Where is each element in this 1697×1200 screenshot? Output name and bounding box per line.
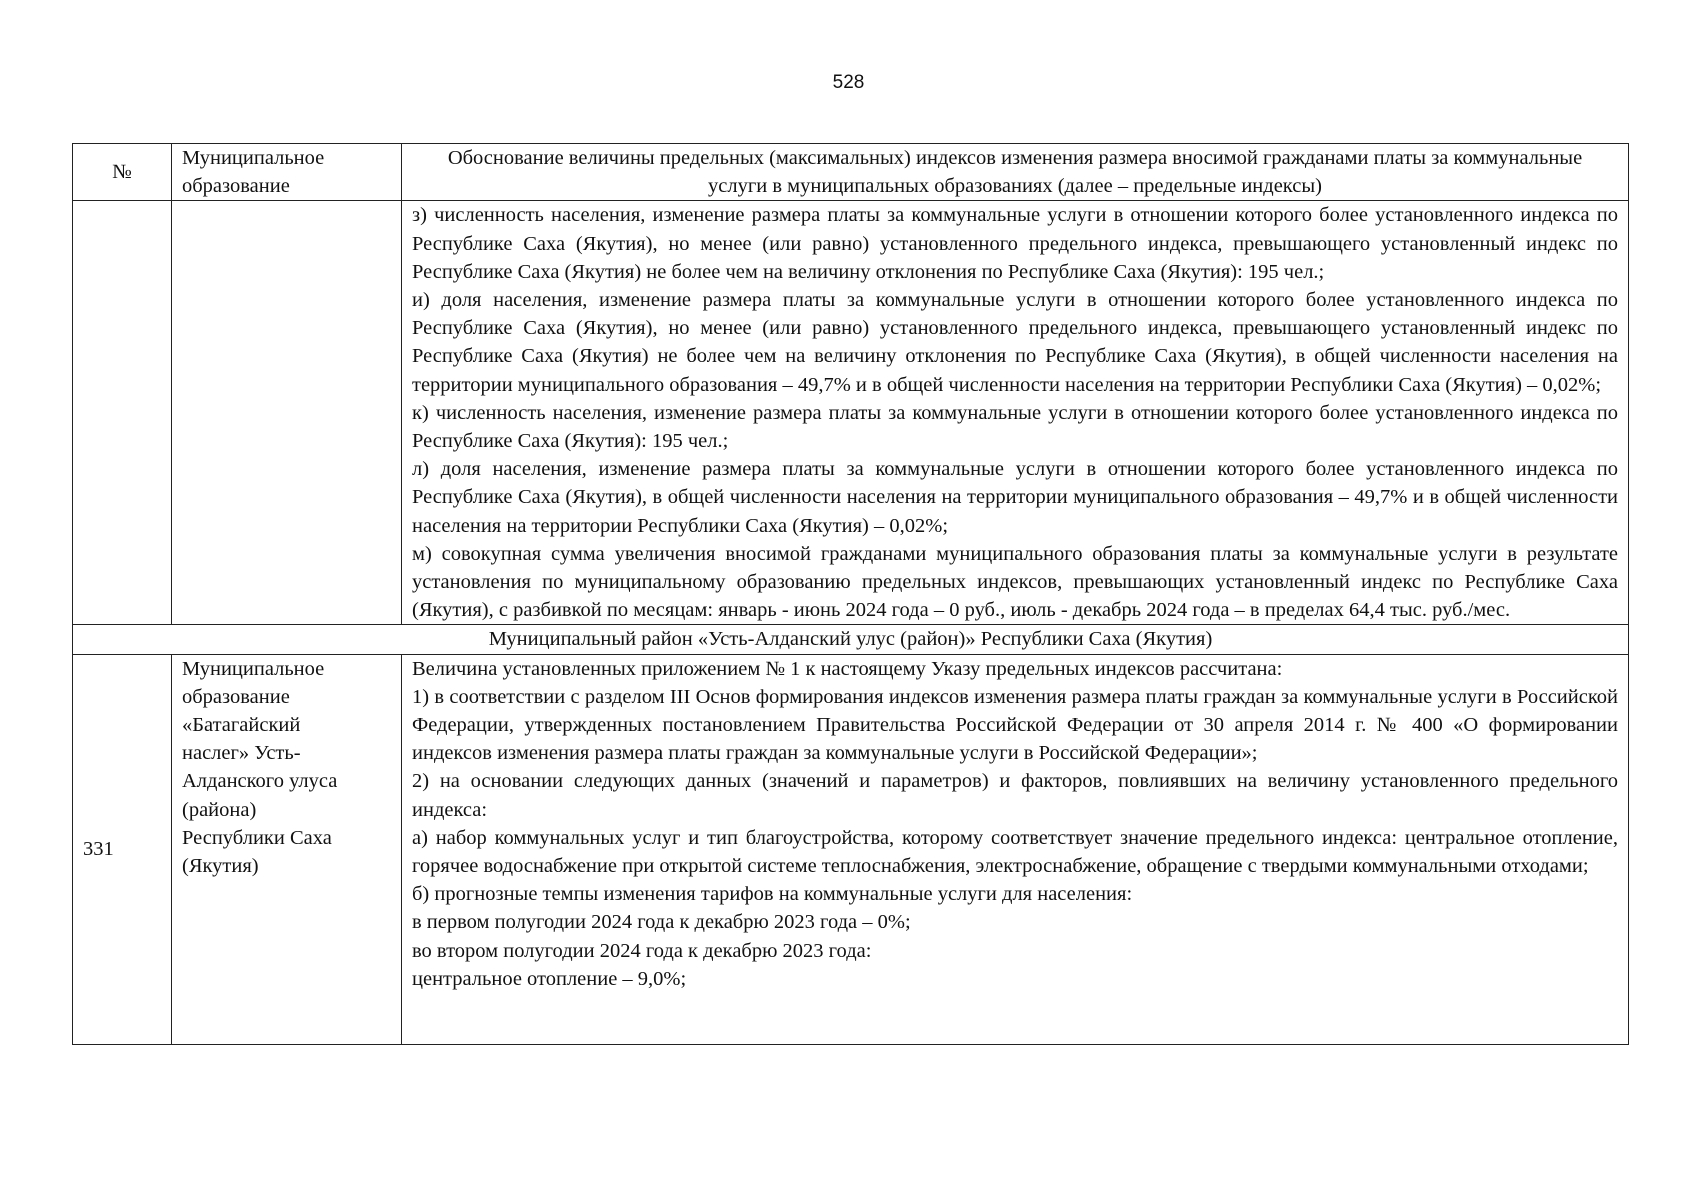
municipality-line: Муниципальное [182,657,325,680]
table-row [73,654,1629,1044]
justification-cell [402,201,1629,625]
paragraph-z: з) численность населения, изменение размера платы за коммунальные услуги в отношении которого более установленного индекса по Республике Саха (Якутия), но менее (или равно) установленного предельного индекса, превышающего установленный индекс по Республике Саха (Якутия) не более чем на величину отклонения по Республике Саха (Якутия): 195 чел.; [412,204,1618,283]
number-cell-empty [73,201,172,625]
paragraph-a: а) набор коммунальных услуг и тип благоустройства, которому соответствует значение предельного индекса: центральное отопление, горячее водоснабжение при открытой системе теплоснабжения, электроснабжение, обращение с твердыми коммунальными отходами; [412,826,1618,878]
municipality-line: «Батагайский [182,714,301,737]
paragraph-intro: Величина установленных приложением № 1 к настоящему Указу предельных индексов рассчитана: [412,657,1283,680]
header-number: № [73,144,172,201]
paragraph-i: и) доля населения, изменение размера платы за коммунальные услуги в отношении которого более установленного индекса по Республике Саха (Якутия), но менее (или равно) установленного предельного индекса, превышающего установленный индекс по Республике Саха (Якутия) не более чем на величину отклонения по Республике Саха (Якутия), в общей численности населения на территории муниципального образования – 49,7% и в общей численности населения на территории Республики Саха (Якутия) – 0,02%; [412,289,1618,396]
paragraph-heating: центральное отопление – 9,0%; [412,967,687,990]
paragraph-m: м) совокупная сумма увеличения вносимой гражданами муниципального образования платы за коммунальные услуги в результате установления по муниципальному образованию предельных индексов, превышающих установленный индекс по Республике Саха (Якутия), с разбивкой по месяцам: январь - июнь 2024 года – 0 руб., июль - декабрь 2024 года – в пределах 64,4 тыс. руб./мес. [412,542,1618,622]
justification-cell [402,654,1629,1044]
paragraph-k: к) численность населения, изменение размера платы за коммунальные услуги в отношении которого более установленного индекса по Республике Саха (Якутия): 195 чел.; [412,401,1618,453]
municipality-cell-empty [172,201,402,625]
header-municipality: Муниципальное образование [172,144,402,201]
municipality-line: (района) [182,798,257,821]
municipality-line: образование [182,685,290,708]
paragraph-1: 1) в соответствии с разделом III Основ формирования индексов изменения размера платы граждан за коммунальные услуги в Российской Федерации, утвержденных постановлением Правительства Российской Федерации от 30 апреля 2014 г. № 400 «О формировании индексов изменения размера платы граждан за коммунальные услуги в Российской Федерации»; [412,685,1618,765]
municipality-line: наслег» Усть- [182,742,301,765]
paragraph-l: л) доля населения, изменение размера платы за коммунальные услуги в отношении которого более установленного индекса по Республике Саха (Якутия), в общей численности населения на территории муниципального образования – 49,7% и в общей численности населения на территории Республики Саха (Якутия) – 0,02%; [412,458,1618,537]
municipality-line: (Якутия) [182,855,259,878]
justification-table [72,143,1629,1045]
table-header-row [73,144,1629,201]
header-justification: Обоснование величины предельных (максимальных) индексов изменения размера вносимой гражданами платы за коммунальные услуги в муниципальных образованиях (далее – предельные индексы) [402,144,1629,201]
district-row [73,625,1629,654]
district-heading: Муниципальный район «Усть-Алданский улус (район)» Республики Саха (Якутия) [73,625,1629,654]
table-row [73,201,1629,625]
paragraph-second-half: во втором полугодии 2024 года к декабрю 2023 года: [412,939,872,962]
paragraph-2: 2) на основании следующих данных (значений и параметров) и факторов, повлиявших на величину установленного предельного индекса: [412,770,1618,821]
paragraph-b: б) прогнозные темпы изменения тарифов на коммунальные услуги для населения: [412,883,1133,906]
paragraph-first-half: в первом полугодии 2024 года к декабрю 2023 года – 0%; [412,911,911,934]
page-number: 528 [832,72,865,93]
municipality-line: Республики Саха [182,826,332,849]
municipality-line: Алданского улуса [182,770,338,793]
row-number: 331 [73,654,172,1044]
municipality-name [172,654,402,1044]
